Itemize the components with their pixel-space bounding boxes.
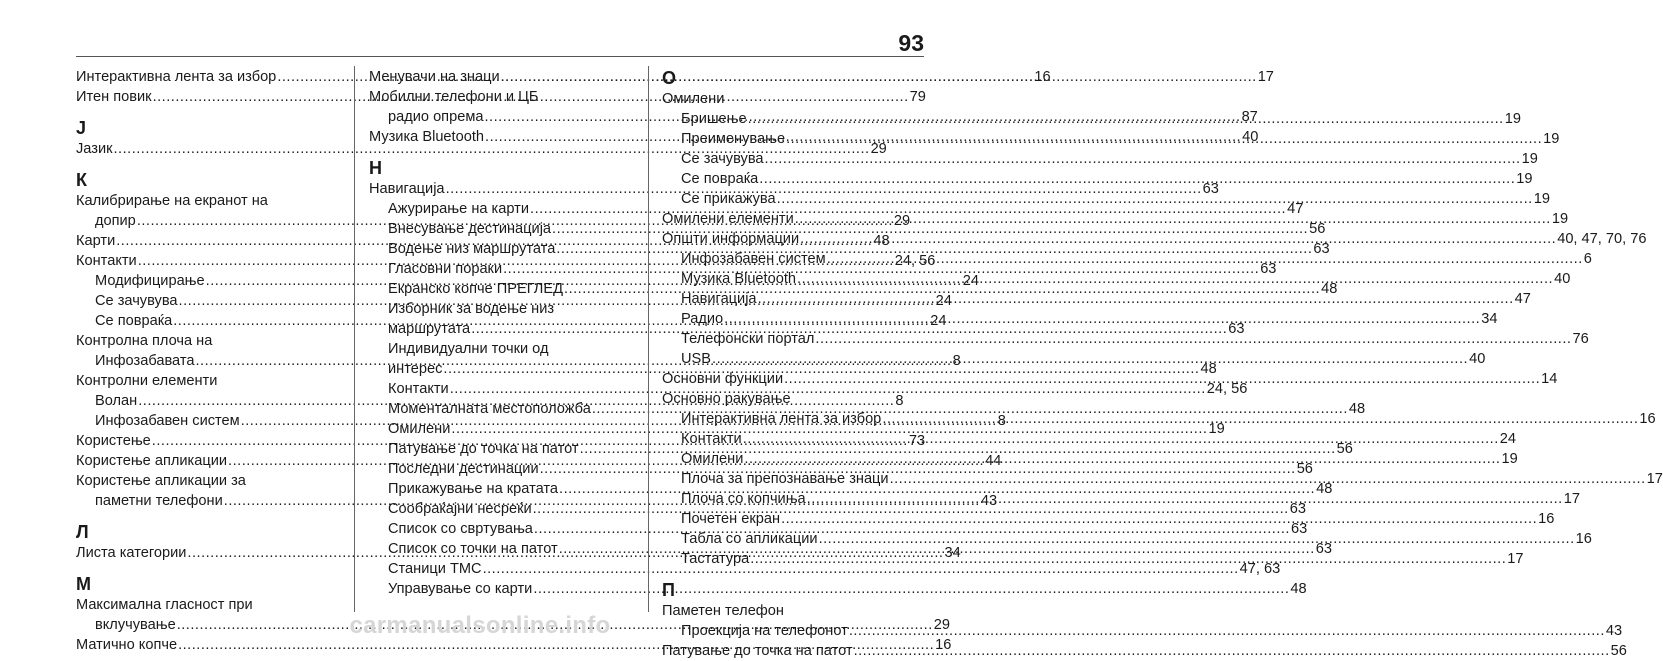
index-entry-term: Матично копче bbox=[76, 637, 178, 653]
index-heading: Калибрирање на екранот на bbox=[76, 193, 268, 209]
index-entry-term: Сообраќајни несреќи bbox=[388, 501, 532, 517]
index-entry-term: Управување со карти bbox=[388, 581, 533, 597]
index-entry-page: 8 bbox=[952, 353, 961, 369]
index-entry-page: 19 bbox=[1543, 131, 1560, 147]
index-entry-page: 19 bbox=[1521, 151, 1538, 167]
index-entry-page: 24 bbox=[935, 293, 952, 309]
index-entry-page: 19 bbox=[1533, 191, 1550, 207]
dot-leader bbox=[807, 489, 1563, 509]
column-divider bbox=[648, 66, 649, 612]
dot-leader bbox=[758, 289, 1514, 309]
index-entry-term: Тастатура bbox=[681, 551, 750, 567]
index-entry-term: Инфозабавен систем bbox=[681, 251, 826, 267]
index-entry-page: 63 bbox=[1315, 541, 1332, 557]
section-letter: О bbox=[662, 68, 677, 88]
index-entry-page: 29 bbox=[933, 617, 951, 633]
index-entry-term: Последни дестинации bbox=[388, 461, 539, 477]
index-heading: Контролни елементи bbox=[76, 373, 218, 389]
index-entry-term: Гласовни пораки bbox=[388, 261, 503, 277]
index-heading: Индивидуални точки од bbox=[388, 341, 549, 357]
index-entry-page: 24, 56 bbox=[894, 253, 936, 269]
index-entry-term: Омилени елементи bbox=[662, 211, 794, 227]
index-entry-term: Контакти bbox=[681, 431, 742, 447]
index-entry-page: 34 bbox=[944, 545, 961, 561]
index-entry-term: Се зачувува bbox=[681, 151, 764, 167]
index-entry[interactable] bbox=[662, 149, 1538, 169]
column-divider bbox=[354, 66, 355, 612]
index-entry-page: 16 bbox=[1639, 411, 1656, 427]
dot-leader bbox=[797, 269, 1553, 289]
index-entry-page: 24 bbox=[930, 313, 947, 329]
index-entry-term: Станици TMC bbox=[388, 561, 482, 577]
dot-leader bbox=[795, 209, 1551, 229]
dot-leader bbox=[890, 469, 1646, 489]
section-gap bbox=[76, 511, 338, 521]
index-entry-term: вклучување bbox=[95, 617, 176, 633]
section-gap bbox=[369, 147, 631, 157]
dot-leader bbox=[712, 349, 1468, 369]
index-entry-term: Плоча за препознавање знаци bbox=[681, 471, 889, 487]
dot-leader bbox=[750, 549, 1506, 569]
index-entry-term: Проекција на телефонот bbox=[681, 623, 848, 639]
dot-leader bbox=[759, 169, 1515, 189]
index-entry-page: 24, 56 bbox=[1206, 381, 1248, 397]
index-entry-term: Ажурирање на карти bbox=[388, 201, 530, 217]
index-entry-page: 48 bbox=[1200, 361, 1217, 377]
section-letter: Н bbox=[369, 158, 382, 178]
index-entry-page: 56 bbox=[1336, 441, 1353, 457]
index-entry-term: USB bbox=[681, 351, 712, 367]
index-entry-term: Користење bbox=[76, 433, 151, 449]
index-entry-page: 24 bbox=[962, 273, 979, 289]
index-entry-term: Се повраќа bbox=[681, 171, 759, 187]
index-entry-term: Инфозабавен систем bbox=[95, 413, 240, 429]
index-entry-term: Се зачувува bbox=[95, 293, 178, 309]
index-entry-page: 48 bbox=[1316, 481, 1333, 497]
index-entry-page: 63 bbox=[1260, 261, 1277, 277]
page-number: 93 bbox=[898, 30, 924, 56]
index-heading: Користење апликации за bbox=[76, 473, 246, 489]
index-entry-page: 19 bbox=[1208, 421, 1225, 437]
index-entry-page: 56 bbox=[1610, 643, 1627, 659]
section-letter: К bbox=[76, 170, 87, 190]
index-entry-page: 29 bbox=[870, 141, 887, 157]
index-entry-term: Листа категории bbox=[76, 545, 187, 561]
index-entry-term: Омилени bbox=[681, 451, 744, 467]
index-entry-page: 40, 47, 70, 76 bbox=[1557, 231, 1647, 247]
section-gap bbox=[76, 159, 338, 169]
dot-leader bbox=[765, 149, 1521, 169]
section-letter: Л bbox=[76, 522, 89, 542]
index-entry-page: 16 bbox=[935, 637, 952, 653]
index-entry-term: Бришење bbox=[681, 111, 747, 127]
dot-leader bbox=[777, 189, 1533, 209]
index-entry-page: 73 bbox=[908, 433, 926, 449]
index-entry-term: Екранско копче ПРЕГЛЕД bbox=[388, 281, 564, 297]
index-entry-page: 48 bbox=[873, 233, 890, 249]
index-entry-term: Внесување дестинација bbox=[388, 221, 552, 237]
index-entry-term: Јазик bbox=[76, 141, 113, 157]
index-entry-page: 8 bbox=[997, 413, 1006, 429]
index-entry-term: Волан bbox=[95, 393, 138, 409]
index-entry-page: 47, 63 bbox=[1239, 561, 1281, 577]
index-entry-page: 17 bbox=[1563, 491, 1580, 507]
section-gap bbox=[76, 107, 338, 117]
index-entry-page: 48 bbox=[1321, 281, 1338, 297]
watermark: carmanualsonline.info bbox=[349, 612, 611, 639]
index-entry-term: Модифицирање bbox=[95, 273, 205, 289]
section-letter: М bbox=[76, 574, 91, 594]
dot-leader bbox=[743, 429, 1499, 449]
dot-leader bbox=[781, 509, 1537, 529]
index-entry-term: интерес bbox=[388, 361, 443, 377]
dot-leader bbox=[800, 229, 1556, 249]
index-entry-page: 19 bbox=[1551, 211, 1569, 227]
header-rule bbox=[76, 56, 924, 57]
index-entry-term: маршрутата bbox=[388, 321, 471, 337]
index-entry-page: 19 bbox=[1504, 111, 1521, 127]
index-entry-page: 29 bbox=[893, 213, 911, 229]
section-letter: J bbox=[76, 118, 87, 138]
index-entry-term: Инфозабавата bbox=[95, 353, 195, 369]
index-entry-page: 63 bbox=[1313, 241, 1330, 257]
index-entry-page: 63 bbox=[1202, 181, 1219, 197]
index-entry-page: 63 bbox=[1228, 321, 1245, 337]
index-entry-page: 40 bbox=[1242, 129, 1259, 145]
index-entry-page: 48 bbox=[1348, 401, 1366, 417]
index-entry-page: 79 bbox=[909, 89, 926, 105]
dot-leader bbox=[854, 641, 1610, 661]
index-entry-page: 47 bbox=[1514, 291, 1531, 307]
index-entry-page: 63 bbox=[1291, 521, 1308, 537]
index-entry-page: 16 bbox=[1034, 69, 1051, 85]
index-entry-page: 16 bbox=[1575, 531, 1592, 547]
index-entry-term: Почетен екран bbox=[681, 511, 781, 527]
index-entry-page: 87 bbox=[1241, 109, 1258, 125]
index-entry-term: Музика Bluetooth bbox=[369, 129, 485, 145]
index-entry-term: Водење низ маршрутата bbox=[388, 241, 556, 257]
dot-leader bbox=[815, 329, 1571, 349]
dot-leader bbox=[786, 129, 1542, 149]
index-entry-term: Моменталната местоположба bbox=[388, 401, 591, 417]
index-entry-term: радио опрема bbox=[388, 109, 484, 125]
index-entry-page: 17 bbox=[1646, 471, 1663, 487]
index-entry-term: Основни функции bbox=[662, 371, 784, 387]
index-entry-page: 56 bbox=[1296, 461, 1313, 477]
index-entry-page: 6 bbox=[1583, 251, 1592, 267]
index-entry-term: Општи информации bbox=[662, 231, 800, 247]
index-entry-page: 48 bbox=[1290, 581, 1307, 597]
section-gap bbox=[662, 569, 924, 579]
index-entry-page: 17 bbox=[1257, 69, 1274, 85]
index-entry-page: 34 bbox=[1481, 311, 1498, 327]
index-entry-term: Итен повик bbox=[76, 89, 152, 105]
index-heading: Паметен телефон bbox=[662, 603, 784, 619]
index-entry-term: Плоча со копчиња bbox=[681, 491, 806, 507]
index-entry-page: 24 bbox=[1499, 431, 1517, 447]
index-entry-term: Се повраќа bbox=[95, 313, 173, 329]
index-entry-term: Навигација bbox=[681, 291, 757, 307]
section-letter: П bbox=[662, 580, 675, 600]
index-entry-term: паметни телефони bbox=[95, 493, 223, 509]
dot-leader bbox=[784, 369, 1540, 389]
index-entry-term: Омилени bbox=[388, 421, 451, 437]
index-entry-page: 43 bbox=[980, 493, 998, 509]
index-heading: Контролна плоча на bbox=[76, 333, 213, 349]
index-entry-term: Интерактивна лента за избор bbox=[76, 69, 277, 85]
dot-leader bbox=[724, 309, 1480, 329]
index-entry-term: Радио bbox=[681, 311, 724, 327]
dot-leader bbox=[882, 409, 1638, 429]
index-entry-term: Прикажување на кратата bbox=[388, 481, 559, 497]
index-heading: Основно ракување bbox=[662, 391, 791, 407]
index-heading: Изборник за водење низ bbox=[388, 301, 555, 317]
dot-leader bbox=[849, 621, 1605, 641]
index-entry-term: Контакти bbox=[76, 253, 137, 269]
index-entry-page: 63 bbox=[1289, 501, 1306, 517]
index-heading: Омилени bbox=[662, 91, 725, 107]
index-entry-term: Менувачи на знаци bbox=[369, 69, 500, 85]
index-heading: Мобилни телефони и ЦБ bbox=[369, 89, 539, 105]
index-entry-page: 19 bbox=[1501, 451, 1518, 467]
index-entry-term: Список со точки на патот bbox=[388, 541, 558, 557]
index-entry-term: Интерактивна лента за избор bbox=[681, 411, 882, 427]
index-entry-term: Се прикажува bbox=[681, 191, 776, 207]
section-gap bbox=[76, 563, 338, 573]
index-entry-term: допир bbox=[95, 213, 136, 229]
index-entry-page: 56 bbox=[1309, 221, 1326, 237]
dot-leader bbox=[819, 529, 1575, 549]
index-entry-term: Музика Bluetooth bbox=[681, 271, 797, 287]
index-entry-term: Патување до точка на патот bbox=[662, 643, 853, 659]
dot-leader bbox=[748, 109, 1504, 129]
index-entry-page: 47 bbox=[1287, 201, 1304, 217]
index-entry-term: Табла со апликации bbox=[681, 531, 818, 547]
index-entry-page: 40 bbox=[1554, 271, 1571, 287]
index-entry[interactable] bbox=[369, 579, 1307, 599]
index-entry-page: 44 bbox=[985, 453, 1002, 469]
dot-leader bbox=[827, 249, 1583, 269]
index-heading: Максимална гласност при bbox=[76, 597, 253, 613]
index-entry-term: Преименување bbox=[681, 131, 786, 147]
index-entry-page: 43 bbox=[1605, 623, 1623, 639]
index-entry-page: 14 bbox=[1541, 371, 1558, 387]
index-entry-term: Список со свртувања bbox=[388, 521, 533, 537]
index-entry-term: Користење апликации bbox=[76, 453, 228, 469]
index-entry-page: 40 bbox=[1469, 351, 1486, 367]
index-entry-page: 8 bbox=[895, 393, 904, 409]
index-entry-term: Навигација bbox=[369, 181, 445, 197]
index-entry-page: 17 bbox=[1507, 551, 1524, 567]
index-entry-page: 16 bbox=[1538, 511, 1555, 527]
dot-leader bbox=[744, 449, 1500, 469]
index-entry-term: Контакти bbox=[388, 381, 449, 397]
index-entry-page: 76 bbox=[1572, 331, 1589, 347]
index-entry-page: 19 bbox=[1516, 171, 1533, 187]
index-entry-term: Патување до точка на патот bbox=[388, 441, 579, 457]
index-entry-term: Карти bbox=[76, 233, 116, 249]
index-entry-term: Телефонски портал bbox=[681, 331, 815, 347]
